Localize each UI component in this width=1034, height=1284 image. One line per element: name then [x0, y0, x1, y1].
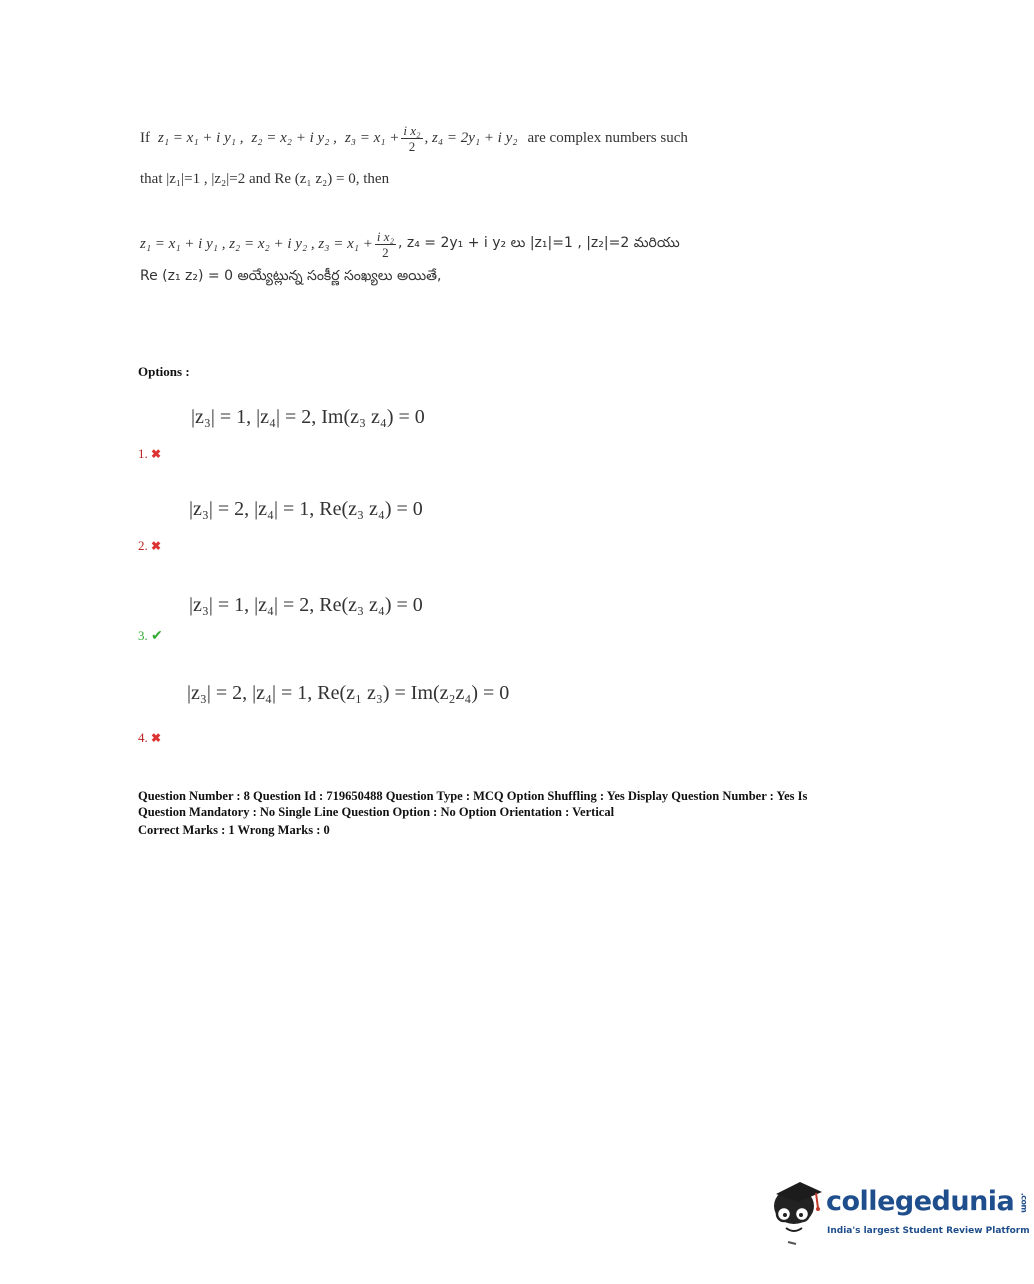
wrong-mark-icon: ✖ — [151, 539, 162, 553]
question-english-line1 — [140, 120, 688, 156]
fraction — [401, 124, 422, 153]
option-3-math: |z₃| = 1, |z₄| = 2, Re(z₃ z₄) = 0 — [189, 594, 423, 616]
meta-line-3: Correct Marks : 1 Wrong Marks : 0 — [138, 823, 330, 837]
wrong-mark-icon: ✖ — [151, 447, 162, 461]
logo-suffix: .com — [1019, 1192, 1029, 1213]
z4-definition: , z₄ = 2y₁ + i y₂ — [424, 129, 518, 146]
fraction-numerator: i x₂ — [403, 122, 421, 138]
telugu-fraction — [375, 230, 396, 259]
question-suffix: are complex numbers such — [527, 129, 688, 146]
option-2-label — [138, 538, 161, 554]
option-1-math: |z₃| = 1, |z₄| = 2, Im(z₃ z₄) = 0 — [191, 406, 425, 428]
question-english-line2: that |z₁|=1 , |z₂|=2 and Re (z₁ z₂) = 0, then — [140, 171, 390, 187]
correct-mark-icon: ✔ — [151, 629, 163, 644]
wrong-mark-icon: ✖ — [151, 731, 162, 745]
option-4-math: |z₃| = 2, |z₄| = 1, Re(z₁ z₃) = Im(z₂z₄) = 0 — [187, 682, 510, 704]
meta-line-2: Question Mandatory : No Single Line Question Option : No Option Orientation : Vertical — [138, 805, 615, 819]
question-prefix: If — [140, 129, 150, 146]
logo-wordmark — [826, 1186, 1034, 1217]
option-1-label — [138, 446, 161, 462]
option-3-label — [138, 628, 163, 645]
collegedunia-logo — [766, 1176, 1030, 1250]
options-heading: Options : — [138, 364, 190, 379]
option-4-label — [138, 730, 161, 746]
option-2-number: 2. — [138, 538, 148, 553]
z1-definition: z₁ = x₁ + i y₁ , — [158, 129, 244, 146]
option-3-number: 3. — [138, 628, 148, 643]
z3-definition: z₃ = x₁ + — [344, 129, 400, 146]
meta-line-1: Question Number : 8 Question Id : 719650488 Question Type : MCQ Option Shuffling : Yes Display Question Number : Yes Is — [138, 789, 808, 803]
telugu-z-definitions: z₁ = x₁ + i y₁ , z₂ = x₂ + i y₂ , z₃ = x₁ + — [140, 235, 373, 252]
option-2-math: |z₃| = 2, |z₄| = 1, Re(z₃ z₄) = 0 — [189, 498, 423, 520]
question-telugu-line2: Re (z₁ z₂) = 0 అయ్యేట్లున్న సంకీర్ణ సంఖ్యలు అయితే, — [140, 268, 442, 284]
option-1-number: 1. — [138, 446, 148, 461]
fraction-denominator: 2 — [408, 138, 416, 154]
question-meta — [138, 788, 807, 838]
logo-tagline: India's largest Student Review Platform — [827, 1226, 1030, 1236]
telugu-z4-rest: , z₄ = 2y₁ + i y₂ లు |z₁|=1 , |z₂|=2 మరియు — [398, 234, 680, 251]
telugu-fraction-numerator: i x₂ — [376, 228, 394, 244]
logo-name: collegedunia — [826, 1186, 1015, 1217]
option-4-number: 4. — [138, 730, 148, 745]
z2-definition: z₂ = x₂ + i y₂ , — [251, 129, 337, 146]
mascot-icon — [766, 1176, 826, 1246]
telugu-fraction-denominator: 2 — [382, 244, 389, 260]
question-telugu-line1 — [140, 226, 680, 262]
